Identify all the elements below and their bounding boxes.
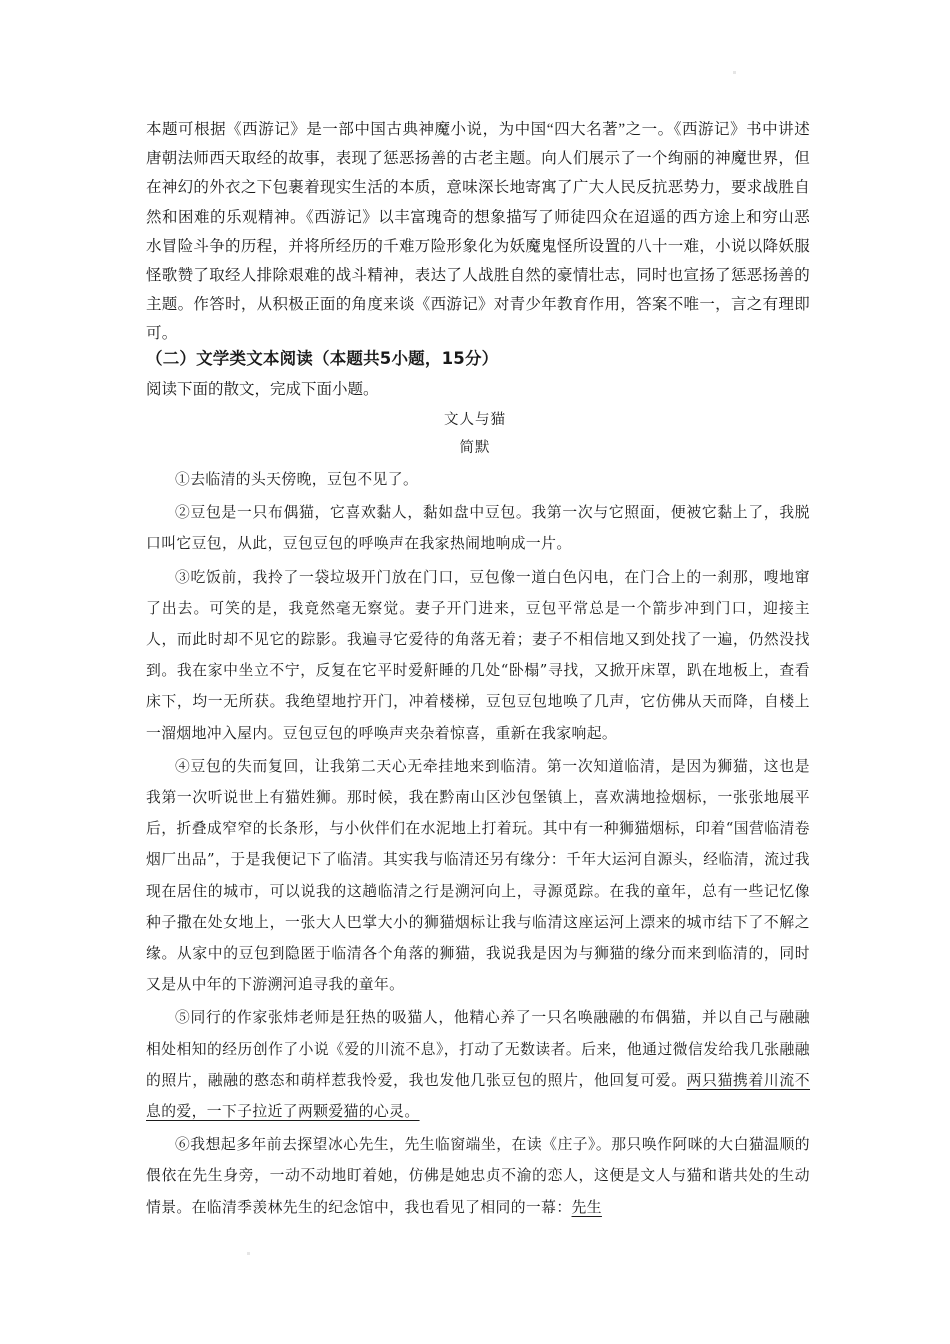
section-heading: （二）文学类文本阅读（本题共5小题，15分） (146, 349, 499, 368)
essay-paragraph-5-text: ⑤同行的作家张炜老师是狂热的吸猫人，他精心养了一只名唤融融的布偶猫，并以自己与融融相处相知的经历创作了小说《爱的川流不息》，打动了无数读者。后来，他通过微信发给我几张融融的照片，融融的憨态和萌样惹我怜爱，我也发他几张豆包的照片，他回复可爱。 (146, 1009, 810, 1089)
essay-paragraph-3: ③吃饭前，我拎了一袋垃圾开门放在门口，豆包像一道白色闪电，在门合上的一刹那，嗖地窜了出去。可笑的是，我竟然毫无察觉。妻子开门进来，豆包平常总是一个箭步冲到门口，迎接主人，而此时却不见它的踪影。我遍寻它爱待的角落无着；妻子不相信地又到处找了一遍，仍然没找到。我在家中坐立不宁，反复在它平时爱鼾睡的几处“卧榻”寻找，又掀开床罩，趴在地板上，查看床下，均一无所获。我绝望地拧开门，冲着楼梯，豆包豆包地唤了几声，它仿佛从天而降，自楼上一溜烟地冲入屋内。豆包豆包的呼唤声夹杂着惊喜，重新在我家响起。 (146, 568, 810, 742)
essay-paragraph-6-text: ⑥我想起多年前去探望冰心先生，先生临窗端坐，在读《庄子》。那只唤作阿咪的大白猫温顺的偎依在先生身旁，一动不动地盯着她，仿佛是她忠贞不渝的恋人，这便是文人与猫和谐共处的生动情景。在临清季羡林先生的纪念馆中，我也看见了相同的一幕： (146, 1136, 810, 1216)
essay-author: 简默 (459, 440, 491, 456)
essay-body (146, 464, 810, 1223)
essay-paragraph-5 (146, 1002, 810, 1127)
answer-explanation-paragraph: 本题可根据《西游记》是一部中国古典神魔小说，为中国“四大名著”之一。《西游记》书中讲述唐朝法师西天取经的故事，表现了惩恶扬善的古老主题。向人们展示了一个绚丽的神魔世界，但在神幻的外衣之下包裹着现实生活的本质，意味深长地寄寓了广大人民反抗恶势力，要求战胜自然和困难的乐观精神。《西游记》以丰富瑰奇的想象描写了师徒四众在迢遥的西方途上和穷山恶水冒险斗争的历程，并将所经历的千难万险形象化为妖魔鬼怪所设置的八十一难，小说以降妖服怪歌赞了取经人排除艰难的战斗精神，表达了人战胜自然的豪情壮志，同时也宣扬了惩恶扬善的主题。作答时，从积极正面的角度来谈《西游记》对青少年教育作用，答案不唯一，言之有理即可。 (146, 121, 810, 343)
essay-paragraph-6 (146, 1129, 810, 1223)
essay-paragraph-2: ②豆包是一只布偶猫，它喜欢黏人，黏如盘中豆包。我第一次与它照面，便被它黏上了，我脱口叫它豆包，从此，豆包豆包的呼唤声在我家热闹地响成一片。 (146, 504, 810, 553)
essay-title: 文人与猫 (444, 412, 506, 428)
essay-paragraph-4: ④豆包的失而复回，让我第二天心无牵挂地来到临清。第一次知道临清，是因为狮猫，这也是我第一次听说世上有猫姓狮。那时候，我在黔南山区沙包堡镇上，喜欢满地捡烟标，一张张地展平后，折叠成窄窄的长条形，与小伙伴们在水泥地上打着玩。其中有一种狮猫烟标，印着“国营临清卷烟厂出品”，于是我便记下了临清。其实我与临清还另有缘分：千年大运河自源头，经临清，流过我现在居住的城市，可以说我的这趟临清之行是溯河向上，寻源觅踪。在我的童年，总有一些记忆像种子撒在处女地上，一张大人巴掌大小的狮猫烟标让我与临清这座运河上漂来的城市结下了不解之缘。从家中的豆包到隐匿于临清各个角落的狮猫，我说我是因为与狮猫的缘分而来到临清的，同时又是从中年的下游溯河追寻我的童年。 (146, 757, 810, 994)
underlined-sentence: 两只猫携着川流不息的爱，一下子拉近了两颗爱猫的心灵。 (146, 1071, 811, 1121)
reading-instruction: 阅读下面的散文，完成下面小题。 (146, 381, 379, 398)
scan-speck (247, 1252, 250, 1255)
underlined-fragment: 先生 (571, 1198, 602, 1216)
scan-speck (733, 71, 736, 74)
essay-paragraph-1: ①去临清的头天傍晚，豆包不见了。 (175, 471, 419, 488)
